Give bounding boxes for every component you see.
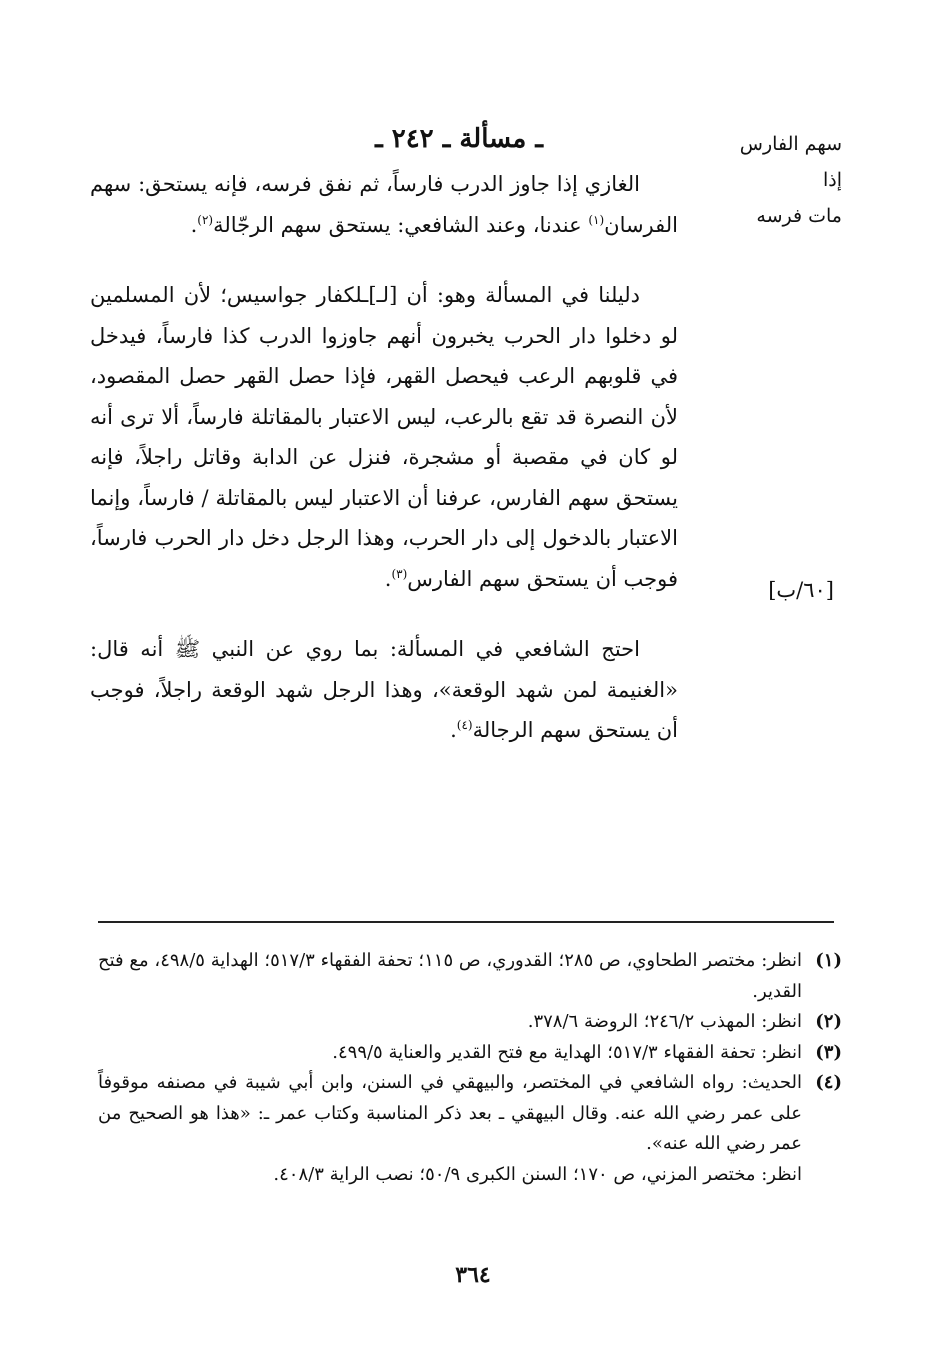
paragraph-text: دليلنا في المسألة وهو: أن [لـ]ـلكفار جواسيس؛ لأن المسلمين لو دخلوا دار الحرب يخبرون أنهم جاوزوا الدرب كذا فارساً، فيدخل في قلوبهم الرعب فيحصل القهر، فإذا حصل القهر حصل المقصود، لأن النصرة قد تقع بالرعب، ليس الاعتبار بالمقاتلة فارساً، ألا ترى أنه لو كان في مقصبة أو مشجرة، فنزل عن الدابة وقاتل راجلاً، فإنه يستحق سهم الفارس، عرفنا أن الاعتبار ليس بالمقاتلة / فارساً، وإنما الاعتبار بالدخول إلى دار الحرب، وهذا الرجل دخل دار الحرب فارساً، فوجب أن يستحق سهم الفارس <box>90 283 678 591</box>
footnote-number: (٤) <box>815 1072 842 1093</box>
footnote-ref: (٤) <box>456 718 473 732</box>
footnote-ref: (٢) <box>197 212 214 227</box>
footnote-text <box>98 946 802 1007</box>
footnote-text <box>98 1038 802 1069</box>
paragraph-text: . <box>450 718 457 742</box>
folio-mark: [٦٠/ب] <box>768 578 834 602</box>
footnote-ref: (١) <box>588 212 605 227</box>
paragraph-text: الغازي إذا جاوز الدرب فارساً، ثم نفق فرسه، فإنه يستحق: سهم الفرسان <box>90 172 678 237</box>
page-number: ٣٦٤ <box>455 1262 491 1288</box>
footnote-text <box>98 1068 802 1190</box>
paragraph-text: عندنا، وعند الشافعي: يستحق سهم الرجّالة <box>213 212 589 237</box>
footnote <box>98 1007 842 1038</box>
footnote-text <box>98 1007 802 1038</box>
footnotes <box>98 946 842 1190</box>
footnote-line: انظر: مختصر الطحاوي، ص ٢٨٥؛ القدوري، ص ١١٥؛ تحفة الفقهاء ٥١٧/٣؛ الهداية ٤٩٨/٥، مع فتح القدير. <box>98 950 802 1002</box>
margin-note-line: سهم الفارس إذا <box>739 133 842 191</box>
margin-note-line: مات فرسه <box>756 205 842 227</box>
footnote <box>98 1038 842 1069</box>
paragraph <box>90 629 678 751</box>
main-text <box>90 114 678 751</box>
paragraph-text: . <box>384 566 392 591</box>
paragraph <box>90 164 678 245</box>
footnote <box>98 946 842 1007</box>
footnote-line: انظر: مختصر المزني، ص ١٧٠؛ السنن الكبرى ٥٠/٩؛ نصب الراية ٤٠٨/٣. <box>273 1163 802 1185</box>
footnote-number: (٣) <box>815 1041 842 1063</box>
footnote-number: (٢) <box>815 1011 842 1032</box>
footnote <box>98 1068 842 1190</box>
footnote-line: الحديث: رواه الشافعي في المختصر، والبيهقي في السنن، وابن أبي شيبة في مصنفه موقوفاً على عمر رضي الله عنه. وقال البيهقي ـ بعد ذكر المناسبة وكتاب عمر ـ: «هذا هو الصحيح من عمر رضي الله عنه». <box>98 1072 802 1154</box>
paragraph-text: احتج الشافعي في المسألة: بما روي عن النبي ﷺ أنه قال: «الغنيمة لمن شهد الوقعة»، وهذا الرجل شهد الوقعة راجلاً، فوجب أن يستحق سهم الرجالة <box>90 637 678 742</box>
footnote-ref: (٣) <box>391 566 408 581</box>
footnote-line: انظر: تحفة الفقهاء ٥١٧/٣؛ الهداية مع فتح القدير والعناية ٤٩٩/٥. <box>332 1041 802 1063</box>
paragraph <box>90 275 678 599</box>
issue-heading: ـ مسألة ـ ٢٤٢ ـ <box>375 124 543 154</box>
paragraph-text: . <box>190 212 198 237</box>
footnote-line: انظر: المهذب ٢٤٦/٢؛ الروضة ٣٧٨/٦. <box>527 1011 802 1032</box>
footnote-number: (١) <box>815 950 842 971</box>
footnote-divider <box>98 921 834 923</box>
